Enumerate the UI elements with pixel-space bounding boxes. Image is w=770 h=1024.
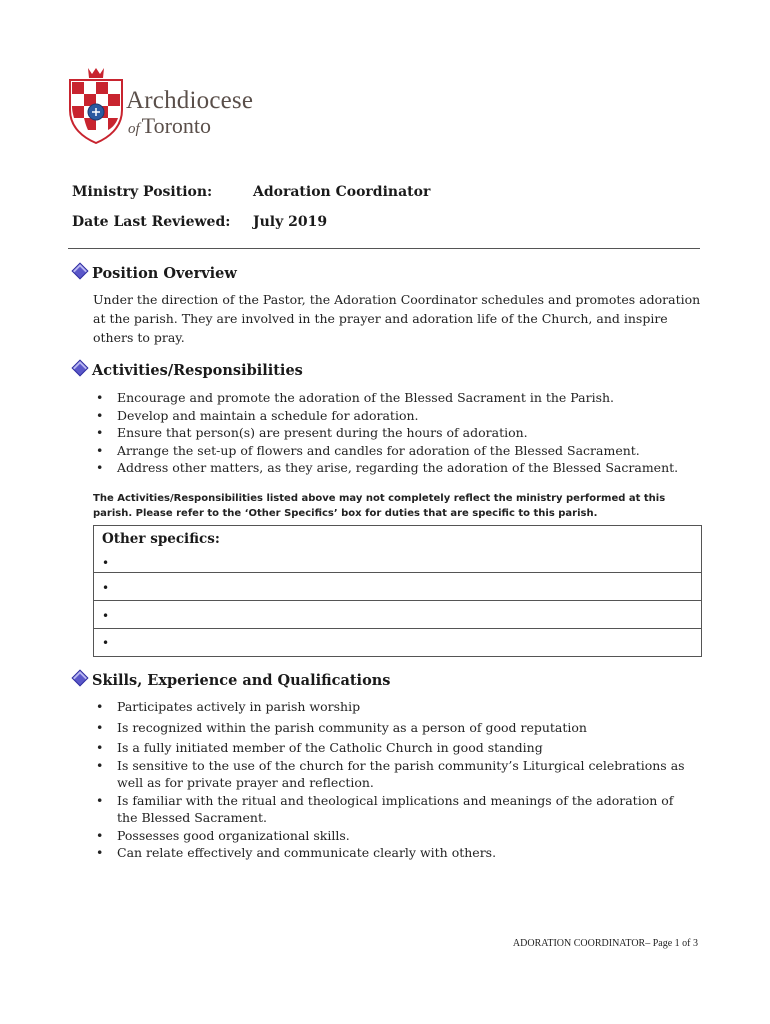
list-item: • Can relate effectively and communicate clearly with others.	[96, 844, 696, 862]
position-overview-heading	[74, 265, 237, 282]
list-item: • Is familiar with the ritual and theological implications and meanings of the adoration of the Blessed Sacrament.	[96, 792, 696, 827]
list-item: • Possesses good organizational skills.	[96, 827, 696, 845]
skills-title: Skills, Experience and Qualifications	[92, 672, 391, 689]
other-specifics-box	[93, 525, 702, 657]
diamond-bullet-icon	[72, 360, 89, 377]
date-reviewed-value: July 2019	[253, 214, 328, 230]
logo-of: of	[128, 121, 140, 137]
diamond-bullet-icon	[72, 670, 89, 687]
list-item: • Is recognized within the parish community as a person of good reputation	[96, 719, 696, 737]
header-divider	[68, 248, 700, 249]
other-specifics-row	[94, 573, 701, 601]
diamond-bullet-icon	[72, 263, 89, 280]
activities-disclaimer: The Activities/Responsibilities listed above may not completely reflect the ministry performed at this parish. Please refer to the ‘Other Specifics’ box for duties that are specific to this parish.	[93, 493, 666, 519]
list-item: • Participates actively in parish worship	[96, 698, 696, 716]
other-specifics-bullet: •	[102, 581, 110, 595]
list-item: • Is a fully initiated member of the Catholic Church in good standing	[96, 739, 696, 757]
logo-line-archdiocese: Archdiocese	[126, 87, 254, 114]
list-item: • Is sensitive to the use of the church for the parish community’s Liturgical celebrations as well as for private prayer and reflection.	[96, 757, 696, 792]
list-item: • Develop and maintain a schedule for adoration.	[96, 407, 696, 425]
position-overview-title: Position Overview	[92, 265, 237, 282]
date-reviewed-label: Date Last Reviewed:	[72, 214, 231, 230]
other-specifics-header-row	[94, 526, 701, 573]
activities-title: Activities/Responsibilities	[92, 362, 303, 379]
list-item: • Address other matters, as they arise, regarding the adoration of the Blessed Sacrament.	[96, 459, 696, 477]
list-item: • Arrange the set-up of flowers and candles for adoration of the Blessed Sacrament.	[96, 442, 696, 460]
other-specifics-title: Other specifics:	[102, 531, 220, 547]
other-specifics-row	[94, 601, 701, 629]
skills-heading	[74, 672, 390, 689]
list-item: • Ensure that person(s) are present during the hours of adoration.	[96, 424, 696, 442]
other-specifics-row	[94, 629, 701, 655]
ministry-position-value: Adoration Coordinator	[253, 184, 431, 200]
logo-toronto: Toronto	[141, 113, 212, 138]
position-overview-text: Under the direction of the Pastor, the Adoration Coordinator schedules and promotes adoration at the parish. They are involved in the prayer and adoration life of the Church, and inspire others to pray.	[93, 292, 701, 345]
activities-list	[96, 389, 696, 477]
other-specifics-bullet: •	[102, 636, 110, 650]
logo-wordmark	[126, 88, 253, 140]
logo-line-toronto	[126, 115, 253, 140]
coat-of-arms-icon	[66, 66, 126, 144]
skills-list	[96, 698, 696, 862]
page-footer: ADORATION COORDINATOR– Page 1 of 3	[512, 938, 698, 949]
list-item: • Encourage and promote the adoration of the Blessed Sacrament in the Parish.	[96, 389, 696, 407]
other-specifics-bullet: •	[102, 556, 110, 570]
other-specifics-bullet: •	[102, 609, 110, 623]
ministry-position-label: Ministry Position:	[72, 184, 213, 200]
activities-heading	[74, 362, 303, 379]
